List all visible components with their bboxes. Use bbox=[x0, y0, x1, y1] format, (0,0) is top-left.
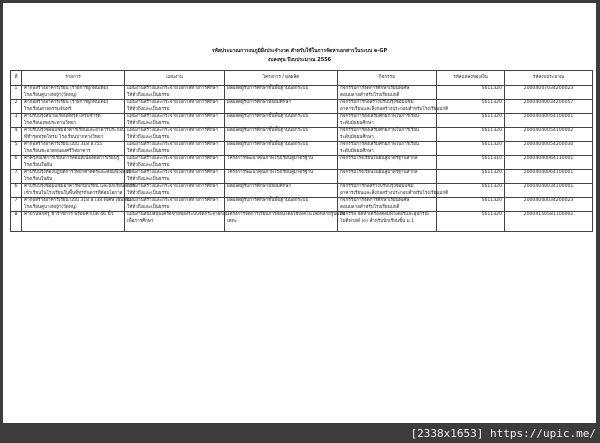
cell-line: ให้ทั่วถึงและเป็นธรรม bbox=[127, 204, 170, 210]
cell-no: 2 bbox=[11, 100, 22, 114]
table-row bbox=[11, 198, 593, 212]
cell-line: ผลผลิตผู้รับการศึกษามัธยมศึกษา bbox=[227, 100, 292, 105]
cell-line: ให้ทั่วถึงและเป็นธรรม bbox=[127, 106, 170, 112]
cell-line: ให้ทั่วถึงและเป็นธรรม bbox=[127, 190, 170, 196]
cell-line: ผลผลิตผู้รับการศึกษาขั้นพื้นฐานนอกระบบ bbox=[227, 86, 309, 91]
cell-line: โรงเรียนคูบางหญ้า(วัดหนู) bbox=[24, 204, 77, 210]
cell-code: 20004040034100001 bbox=[505, 184, 593, 198]
cell-line: กิจกรรมการจัดการศึกษาเรียนพิเศษ bbox=[340, 86, 410, 91]
cell-activity bbox=[338, 212, 437, 232]
cell-line: ผลผลิตผู้รับการศึกษาขั้นพื้นฐานนอกระบบ bbox=[227, 142, 309, 147]
cell-plan bbox=[125, 198, 225, 212]
image-host-watermark: [2338x1653] https://upic.me/ bbox=[410, 427, 596, 440]
cell-project bbox=[225, 86, 338, 100]
cell-line: โรงเรียนเทพประทานวิทยา bbox=[24, 120, 77, 126]
cell-item bbox=[22, 142, 125, 156]
cell-line: ค่าก่อสร้างอาคารเรียน แบบ 318 ล./55 bbox=[24, 142, 103, 147]
cell-line: ให้ทั่วถึงและเป็นธรรม bbox=[127, 176, 170, 182]
cell-no: 6 bbox=[11, 156, 22, 170]
table-row bbox=[11, 86, 593, 100]
cell-item bbox=[22, 100, 125, 114]
cell-line: กิจกรรมการก่อสร้างปรับปรุงซ่อมแซม bbox=[340, 184, 414, 189]
cell-line: เพื่อการศึกษา bbox=[127, 218, 154, 224]
cell-line: ระดับมัธยมศึกษา bbox=[340, 120, 374, 126]
cell-line: ตอนปลายสำหรับโรงเรียนปกติ bbox=[340, 204, 400, 210]
cell-item bbox=[22, 114, 125, 128]
cell-code: 20004040054100002 bbox=[505, 128, 593, 142]
cell-plan bbox=[125, 170, 225, 184]
cell-line: กิจกรรมการส่งเสริมศักยภาพในการเรียน bbox=[340, 128, 420, 133]
cell-plan bbox=[125, 142, 225, 156]
cell-line: ผลผลิตผู้รับการศึกษาขั้นพื้นฐานนอกระบบ bbox=[227, 114, 309, 119]
cell-source: 5611320 bbox=[437, 170, 505, 184]
cell-line: ค่าครุภัณฑ์การเรียนการสอนที่เนื่องต่อการเรียนรู้ bbox=[24, 156, 120, 161]
cell-line: เคหะ bbox=[227, 218, 238, 224]
cell-project bbox=[225, 114, 338, 128]
cell-plan bbox=[125, 100, 225, 114]
cell-code: 20004150581100002 bbox=[505, 212, 593, 232]
cell-no: 1 bbox=[11, 86, 22, 100]
table-row bbox=[11, 156, 593, 170]
cell-item bbox=[22, 212, 125, 232]
header-activity: กิจกรรม bbox=[338, 71, 437, 86]
cell-line: โรงเรียนในฝัน bbox=[24, 162, 53, 168]
cell-line: ผลผลิตผู้รับการศึกษาขั้นพื้นฐานนอกระบบ bbox=[227, 198, 309, 203]
table-row bbox=[11, 170, 593, 184]
header-source: รหัสแหล่งของเงิน bbox=[437, 71, 505, 86]
cell-line: ให้ทั่วถึงและเป็นธรรม bbox=[127, 162, 170, 168]
cell-line: เข้าเรียนในโรงเรียนในพื้นที่ทุรกันดารที่ด้อยโอกาส bbox=[24, 190, 123, 196]
document-subtitle: งบลงทุน ปีงบประมาณ 2556 bbox=[267, 57, 332, 63]
header-item: รายการ bbox=[22, 71, 125, 86]
cell-line: โรงเรียนสายธรรมจันทร์ bbox=[24, 106, 72, 112]
table-row bbox=[11, 128, 593, 142]
cell-activity bbox=[338, 100, 449, 114]
cell-line: ให้ทั่วถึงและเป็นธรรม bbox=[127, 120, 170, 126]
table-header-row bbox=[11, 71, 593, 86]
cell-line: กิจกรรมการจัดการศึกษาเรียนพิเศษ bbox=[340, 198, 410, 203]
cell-activity bbox=[338, 86, 437, 100]
cell-source: 5611320 bbox=[437, 212, 505, 232]
cell-line: โครงการจัดการเรียนการสอนโดยใช้เทคโนโลยีหลายรูปแบบ bbox=[227, 212, 346, 217]
cell-project bbox=[225, 128, 338, 142]
cell-line: ระดับมัธยมศึกษา bbox=[340, 148, 374, 154]
cell-line: แผนงานสนับสนุนเครือข่ายของระบบจัดกระจายกลุ่ม bbox=[127, 212, 229, 217]
cell-item bbox=[22, 86, 125, 100]
cell-line: กิจกรรมโรงเรียนในฝันสู่มาตรฐานสากล bbox=[340, 170, 418, 175]
cell-line: โรงเรียนในฝัน bbox=[24, 176, 53, 182]
cell-code: 20004040054200030 bbox=[505, 142, 593, 156]
cell-line: โรงเรียนชะอวดหนองศรีวิทยาคาร bbox=[24, 148, 91, 154]
cell-plan bbox=[125, 156, 225, 170]
header-code: รหัสงบประมาณ bbox=[505, 71, 593, 86]
cell-project bbox=[225, 142, 338, 156]
cell-code: 20004040054100001 bbox=[505, 114, 593, 128]
cell-line: แผนงานสร้างและกระจายโอกาสทางการศึกษา bbox=[127, 198, 219, 203]
document-page bbox=[3, 3, 596, 423]
cell-line: แผนงานสร้างและกระจายโอกาสทางการศึกษา bbox=[127, 128, 219, 133]
cell-project bbox=[225, 156, 338, 170]
cell-item bbox=[22, 128, 125, 142]
header-project: โครงการ / ผลผลิต bbox=[225, 71, 338, 86]
cell-line: ค่าก่อสร้างอาคารเรียน แบบ 318 ล./38 พิเศษ เพิ่มเติม bbox=[24, 198, 131, 203]
cell-plan bbox=[125, 114, 225, 128]
cell-line: แผนงานสร้างและกระจายโอกาสทางการศึกษา bbox=[127, 100, 219, 105]
cell-line: ให้ทั่วถึงและเป็นธรรม bbox=[127, 148, 170, 154]
cell-project bbox=[225, 212, 346, 232]
cell-item bbox=[22, 156, 125, 170]
cell-line: แผนงานสร้างและกระจายโอกาสทางการศึกษา bbox=[127, 114, 219, 119]
table-row bbox=[11, 184, 593, 198]
cell-line: กิจกรรม จัดหาเครื่องคอมพิวเตอร์และอุปกรณ์ bbox=[340, 212, 429, 217]
cell-line: กิจกรรมการส่งเสริมศักยภาพในการเรียน bbox=[340, 142, 420, 147]
cell-no: 5 bbox=[11, 142, 22, 156]
cell-source: 5611310 bbox=[437, 156, 505, 170]
budget-table bbox=[10, 70, 593, 232]
cell-plan bbox=[125, 128, 225, 142]
cell-source: 5611320 bbox=[437, 86, 505, 100]
cell-line: ตอนปลายสำหรับโรงเรียนปกติ bbox=[340, 92, 400, 98]
cell-line: ที่ชำรุดทรุดโทรม โรงเรียนปากทางวิทยา bbox=[24, 134, 104, 140]
cell-no: 8 bbox=[11, 212, 22, 232]
cell-line: ค่าปรับปรุงห้องปฏิบัติการวิทยาศาสตร์และคอมพิวเตอร์ bbox=[24, 170, 131, 175]
cell-project bbox=[225, 100, 338, 114]
cell-line: ให้ทั่วถึงและเป็นธรรม bbox=[127, 134, 170, 140]
table-row bbox=[11, 212, 593, 232]
cell-line: โครงการพัฒนาคุณภาพโรงเรียนสู่มาตรฐาน bbox=[227, 156, 314, 161]
cell-line: อาคารเรียนและสิ่งก่อสร้างประกอบสำหรับโรงเรียนปกติ bbox=[340, 106, 449, 112]
viewer-footer bbox=[0, 423, 600, 443]
header-no: ที่ bbox=[11, 71, 22, 86]
cell-plan bbox=[125, 86, 225, 100]
cell-line: ให้ทั่วถึงและเป็นธรรม bbox=[127, 92, 170, 98]
cell-source: 5611320 bbox=[437, 100, 505, 114]
cell-line: โมดิฟายด์ (e) สำหรับนักเรียนชั้น ม.1 bbox=[340, 218, 415, 224]
cell-source: 5611320 bbox=[437, 128, 505, 142]
cell-source: 5611320 bbox=[437, 184, 505, 198]
cell-activity bbox=[338, 114, 437, 128]
cell-code: 20004040034200057 bbox=[505, 100, 593, 114]
cell-no: 7 bbox=[11, 198, 22, 212]
cell-activity bbox=[338, 184, 449, 198]
cell-line: แผนงานสร้างและกระจายโอกาสทางการศึกษา bbox=[127, 156, 219, 161]
cell-project bbox=[225, 170, 338, 184]
cell-project bbox=[225, 184, 338, 198]
cell-line: ผลผลิตผู้รับการศึกษาขั้นพื้นฐานนอกระบบ bbox=[227, 128, 309, 133]
cell-line: แผนงานสร้างและกระจายโอกาสทางการศึกษา bbox=[127, 86, 219, 91]
cell-line: ค่าปรับปรุงสนามเรียนที่ทรุดโทรมชำรุด bbox=[24, 114, 101, 119]
cell-plan bbox=[125, 184, 225, 198]
table-row bbox=[11, 100, 593, 114]
cell-activity bbox=[338, 170, 437, 184]
cell-activity bbox=[338, 156, 437, 170]
cell-item bbox=[22, 170, 131, 184]
cell-line: แผนงานสร้างและกระจายโอกาสทางการศึกษา bbox=[127, 170, 219, 175]
cell-source: 5611320 bbox=[437, 198, 505, 212]
cell-no: 4 bbox=[11, 128, 22, 142]
document-title: รหัสประมาณการงบภูมิฝั่งประจำงวด สำหรับใช้ในการจัดหาเอกสารในระบบ e-GP bbox=[211, 48, 388, 54]
cell-code: 20004040064110001 bbox=[505, 156, 593, 170]
cell-activity bbox=[338, 198, 437, 212]
cell-code: 20004040034200023 bbox=[505, 198, 593, 212]
cell-plan bbox=[125, 212, 229, 232]
header-plan: แผนงาน bbox=[125, 71, 225, 86]
cell-project bbox=[225, 198, 338, 212]
cell-source: 5611320 bbox=[437, 142, 505, 156]
cell-line: แผนงานสร้างและกระจายโอกาสทางการศึกษา bbox=[127, 142, 219, 147]
cell-source: 5611320 bbox=[437, 114, 505, 128]
cell-item bbox=[22, 184, 135, 198]
cell-line: แผนงานสร้างและกระจายโอกาสทางการศึกษา bbox=[127, 184, 219, 189]
cell-activity bbox=[338, 128, 437, 142]
cell-line: ค่าปรับปรุงซ่อมแซมอาคารพักนักเรียน และนักเรียนพิการ bbox=[24, 184, 135, 189]
cell-line: ค่าก่อสร้างอาคารเรียน (รายการผูกพันเดิม) bbox=[24, 86, 109, 91]
cell-line: ค่าก่อสร้างอาคารเรียน (รายการผูกพันเดิม) bbox=[24, 100, 109, 105]
cell-line: ระดับมัธยมศึกษา bbox=[340, 134, 374, 140]
cell-line: ค่าบ้านพักครู ข้าราชการ พร้อมค่าเบ็ด 46 นิ้ว bbox=[24, 212, 114, 217]
cell-no: 7 bbox=[11, 170, 22, 184]
cell-no: 6 bbox=[11, 184, 22, 198]
cell-line: อาคารเรียนและสิ่งก่อสร้างประกอบสำหรับโรงเรียนปกติ bbox=[340, 190, 449, 196]
cell-line: โครงการพัฒนาคุณภาพโรงเรียนสู่มาตรฐาน bbox=[227, 170, 314, 175]
table-body bbox=[11, 86, 593, 232]
cell-item bbox=[22, 198, 131, 212]
cell-line: โรงเรียนคูบางหญ้า(วัดหนู) bbox=[24, 92, 77, 98]
cell-line: ค่าปรับปรุงซ่อมแซมอาคารเรียนและอาคารประกอบ bbox=[24, 128, 125, 133]
table-row bbox=[11, 142, 593, 156]
cell-line: กิจกรรมการส่งเสริมศักยภาพในการเรียน bbox=[340, 114, 420, 119]
cell-line: กิจกรรมการก่อสร้างปรับปรุงซ่อมแซม bbox=[340, 100, 414, 105]
cell-line: ผลผลิตผู้รับการศึกษามัธยมศึกษา bbox=[227, 184, 292, 189]
cell-activity bbox=[338, 142, 437, 156]
table-row bbox=[11, 114, 593, 128]
cell-code: 20004047034200023 bbox=[505, 86, 593, 100]
cell-no: 3 bbox=[11, 114, 22, 128]
cell-line: กิจกรรมโรงเรียนในฝันสู่มาตรฐานสากล bbox=[340, 156, 418, 161]
cell-code: 20004040064100001 bbox=[505, 170, 593, 184]
